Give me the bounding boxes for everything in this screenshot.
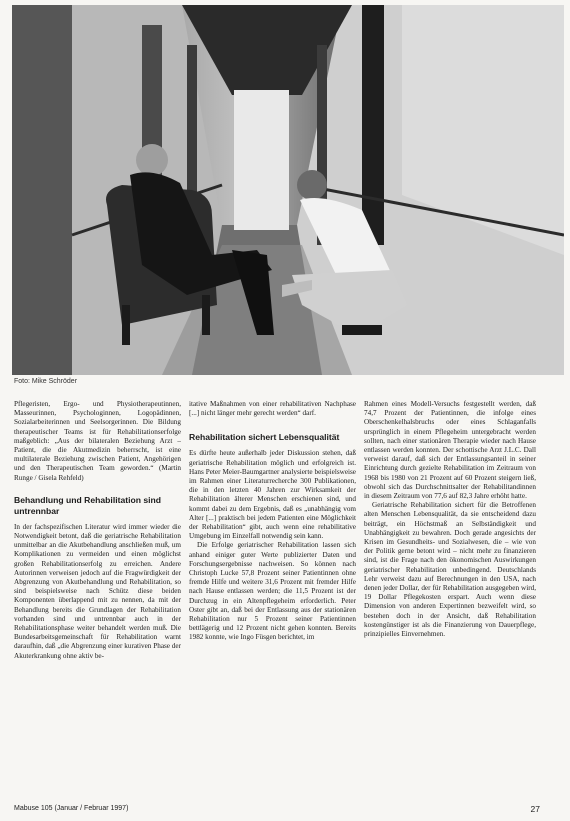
paragraph: itative Maßnahmen von einer rehabilitativen Nachphase [...] nicht länger mehr gerecht werden“ darf.	[189, 400, 356, 418]
section-heading: Behandlung und Rehabilitation sind untrennbar	[14, 494, 162, 516]
hero-photo	[12, 5, 564, 375]
paragraph: Die Erfolge geriatrischer Rehabilitation lassen sich anhand einiger guter Werte publizierter Daten und Forschungsergebnisse nachweisen. So können nach Christoph Lucke 57,8 Prozent seiner Patientinnen ohne fremde Hilfe und weitere 31,6 Prozent mit fremder Hilfe nach Hause entlassen werden; die 11,5 Prozent ist der Durchzug in ein Altenpflegeheim erforderlich. Peter Oster gibt an, daß bei der Entlassung aus der stationären Rehabilitation nur 5 Prozent seiner Patientinnen bettlägerig und 12 Prozent nicht gehen konnten. Bereits 1982 konnte, wie Ingo Füsgen berichtet, im	[189, 541, 356, 642]
paragraph: Geriatrische Rehabilitation sichert für die Betroffenen alten Menschen Lebensqualität, da sie entscheidend dazu beiträgt, ein Höchstmaß an Selbständigkeit und Unabhängigkeit zu bewahren. Doch gerade angesichts der Krisen im Gesundheits- und Sozialwesen, die – wie von der Politik gerne betont wird – nicht mehr zu finanzieren sind, ist die Frage nach den ökonomischen Auswirkungen geriatrischer Rehabilitation unbedingend. Deutschlands Lehr verweist dazu auf Berechnungen in den USA, nach denen jeder Dollar, der für Rehabilitation ausgegeben wird, 19 Dollar Pflegekosten erspart. Auch wenn diese Dimension von anderen Expertinnen bezweifelt wird, so bestehen doch in der Ansicht, daß Rehabilitation kostengünstiger ist als die Finanzierung von Dauerpflege, prinzipielles Einvernehmen.	[364, 501, 536, 639]
corridor-illustration	[12, 5, 564, 375]
publication-info: Mabuse 105 (Januar / Februar 1997)	[14, 805, 129, 812]
paragraph: Pflegeristen, Ergo- und Physiotherapeutinnen, Masseurinnen, Psychologinnen, Logopädinnen, Sozialarbeiterinnen und Seelsorgerinnen. Die Bildung therapeutischer Teams ist für Rehabilitationserfolge maßgeblich: „Aus der bilateralen Beziehung Arzt – Patient, die die Akutmedizin beherrscht, ist eine multilaterale Beziehung zwischen Patient, Angehörigen und den Therapeutischen Team geworden.“ (Martin Runge / Gisela Rehfeld)	[14, 400, 181, 482]
page-footer	[14, 805, 540, 812]
photo-credit: Foto: Mike Schröder	[14, 378, 78, 385]
text-column-3	[364, 400, 536, 795]
section-heading: Rehabilitation sichert Lebensqualität	[189, 432, 340, 443]
text-column-1	[14, 400, 181, 795]
paragraph: In der fachspezifischen Literatur wird immer wieder die Notwendigkeit betont, daß die geriatrische Rehabilitation unmittelbar an die Akutbehandlung anschließen muß, um Komplikationen zu vermeiden und einen möglichst großen Rehabilitationserfolg zu erreichen. Andere Autorinnen verweisen jedoch auf die Fragwürdigkeit der Abgrenzung von Akutbehandlung und Rehabilitation, so sind beispielsweise nach Schütz diese beiden Komponenten überlappend mit zu nennen, da mit der Behandlung bereits die Grundlagen der Rehabilitation vorhanden sind und untrennbar auch in der Rehabilitationsphase weiter behandelt werden muß. Die Bundesarbeitsgemeinschaft für Rehabilitation warnt daraufhin, daß „die Abgrenzung einer kurativen Phase der Akuterkrankung ohne aktiv be-	[14, 522, 181, 660]
paragraph: Rahmen eines Modell-Versuchs festgestellt werden, daß 74,7 Prozent der Patientinnen, die infolge eines Oberschenkelhalsbruchs oder eines Schlaganfalls ursprünglich in einem Pflegeheim untergebracht werden sollten, nach einer stationären Therapie wieder nach Hause entlassen werden konnten. Der schottische Arzt J.L.C. Dall verweist darauf, daß sich der Entlassungsanteil in seiner Einrichtung durch gezielte Rehabilitation im Zeitraum von 1968 bis 1980 von 21 Prozent auf 60 Prozent steigern ließ, obwohl sich das Durchschnittsalter der Rehabilitandinnen in diesem Zeitraum von 77,6 auf 82,3 Jahre erhöht hatte.	[364, 400, 536, 501]
page-number: 27	[530, 804, 540, 814]
text-column-2	[189, 400, 356, 795]
paragraph: Es dürfte heute außerhalb jeder Diskussion stehen, daß geriatrische Rehabilitation möglich und erfolgreich ist. Hans Peter Meier-Baumgartner analysierte beispielsweise im Rahmen einer Literaturrecherche 300 Publikationen, die in den letzten 40 Jahren zur Wirksamkeit der Rehabilitation älterer Menschen erschienen sind, und kommt dabei zu dem Ergebnis, daß es „unabhängig vom Alter [...] praktisch bei jedem Patienten eine Möglichkeit der Rehabilitation“ gibt, auch wenn eine rehabilitative Umgebung im Einzelfall notwendig sein kann.	[189, 449, 356, 541]
